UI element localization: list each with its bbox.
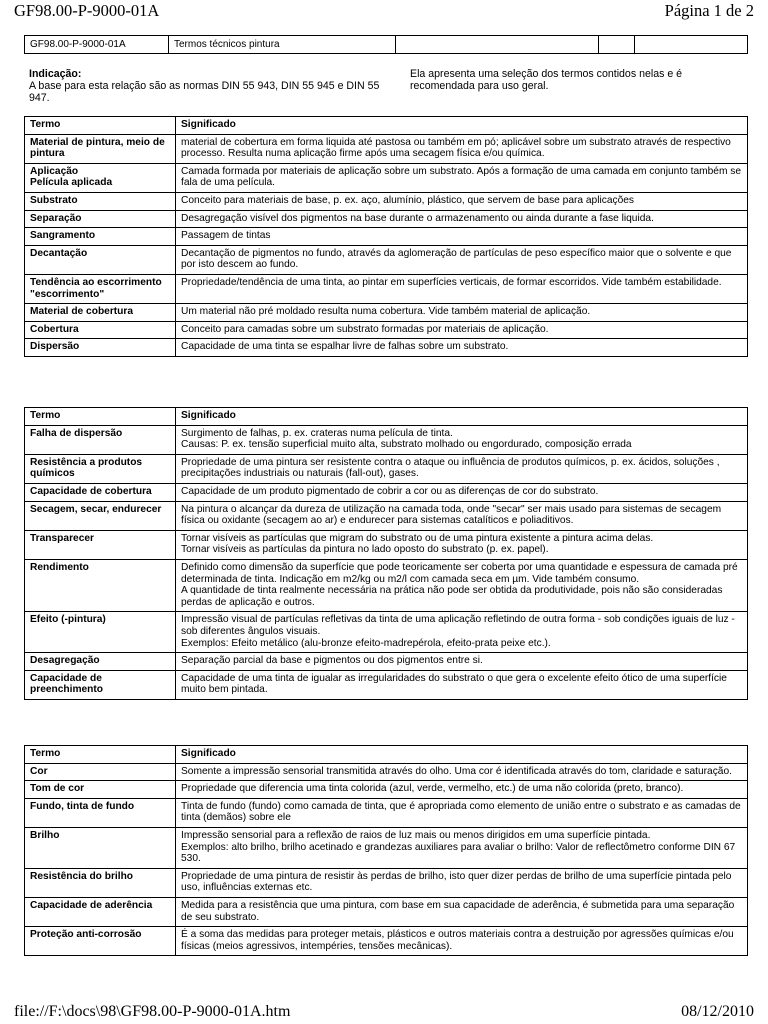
meaning-cell: Na pintura o alcançar da dureza de utilização na camada toda, onde "secar" ser mais usado para sistemas de secagem física ou oxidante (secagem ao ar) e endurecer para sistemas catalíticos e poliaditivos. xyxy=(176,501,748,530)
column-header-meaning: Significado xyxy=(176,117,748,135)
table-row xyxy=(25,501,748,530)
table-row xyxy=(25,897,748,926)
meaning-cell: Tinta de fundo (fundo) como camada de tinta, que é apropriada como elemento de união entre o substrato e as camadas de tinta (demãos) sobre ele xyxy=(176,798,748,827)
term-cell: Substrato xyxy=(25,192,176,210)
meaning-cell: Desagregação visível dos pigmentos na base durante o armazenamento ou ainda durante a fase liquida. xyxy=(176,210,748,228)
meaning-cell: Somente a impressão sensorial transmitida através do olho. Uma cor é identificada através do tom, claridade e saturação. xyxy=(176,763,748,781)
term-cell: Capacidade de preenchimento xyxy=(25,670,176,699)
column-header-term: Termo xyxy=(25,408,176,426)
table-row xyxy=(25,304,748,322)
table-row xyxy=(25,927,748,956)
meaning-cell: É a soma das medidas para proteger metais, plásticos e outros materiais contra a destruição por agressões químicas e/ou físicas (meios agressivos, intempéries, tensões mecânicas). xyxy=(176,927,748,956)
meaning-cell: Capacidade de um produto pigmentado de cobrir a cor ou as diferenças de cor do substrato. xyxy=(176,483,748,501)
table-row xyxy=(25,228,748,246)
term-cell: Tom de cor xyxy=(25,781,176,799)
table-row xyxy=(25,134,748,163)
page-header xyxy=(14,1,754,21)
term-cell: Proteção anti-corrosão xyxy=(25,927,176,956)
indication-text: A base para esta relação são as normas DIN 55 943, DIN 55 945 e DIN 55 947. xyxy=(29,80,380,104)
table-row xyxy=(25,827,748,868)
meaning-cell: Capacidade de uma tinta se espalhar livre de falhas sobre um substrato. xyxy=(176,339,748,357)
meaning-cell: Propriedade de uma pintura ser resistente contra o ataque ou influência de produtos químicos, p. ex. ácidos, soluções , precipitações industriais ou naturais (fall-out), gases. xyxy=(176,454,748,483)
table-row xyxy=(25,559,748,611)
term-cell: Material de pintura, meio de pintura xyxy=(25,134,176,163)
doc-title-cell: Termos técnicos pintura xyxy=(169,36,396,54)
indication-block xyxy=(29,68,389,104)
table-row xyxy=(25,163,748,192)
table-row xyxy=(25,763,748,781)
meaning-cell: Passagem de tintas xyxy=(176,228,748,246)
meaning-cell: Decantação de pigmentos no fundo, através da aglomeração de partículas de peso específico maior que o solvente e que por isto descem ao fundo. xyxy=(176,245,748,274)
doc-empty-cell xyxy=(599,36,635,54)
term-cell: Tendência ao escorrimento "escorrimento" xyxy=(25,274,176,303)
terms-table xyxy=(24,116,748,357)
header-doc-id: GF98.00-P-9000-01A xyxy=(14,1,160,20)
table-row xyxy=(25,321,748,339)
meaning-cell: Conceito para camadas sobre um substrato formadas por materiais de aplicação. xyxy=(176,321,748,339)
table-row xyxy=(25,483,748,501)
term-cell: Rendimento xyxy=(25,559,176,611)
footer-date: 08/12/2010 xyxy=(681,1003,754,1020)
table-row xyxy=(25,868,748,897)
column-header-term: Termo xyxy=(25,117,176,135)
doc-empty-cell xyxy=(396,36,599,54)
meaning-cell: Capacidade de uma tinta de igualar as irregularidades do substrato o que gera o excelente efeito ótico de uma superfície muito bem pintada. xyxy=(176,670,748,699)
table-row xyxy=(25,425,748,454)
meaning-cell: Separação parcial da base e pigmentos ou dos pigmentos entre si. xyxy=(176,653,748,671)
term-cell: Decantação xyxy=(25,245,176,274)
meaning-cell: Impressão visual de partículas refletivas da tinta de uma aplicação refletindo de outra forma - sob condições iguais de luz - sob diferentes ângulos visuais. Exemplos: Efeito metálico (alu-bronze efeito-madrepérola, efeito-prata peixe etc.). xyxy=(176,612,748,653)
term-cell: Capacidade de aderência xyxy=(25,897,176,926)
meaning-cell: material de cobertura em forma liquida até pastosa ou também em pó; aplicável sobre um substrato através de respectivo processo. Resulta numa aplicação firme após uma secagem física e/ou química. xyxy=(176,134,748,163)
term-cell: Dispersão xyxy=(25,339,176,357)
terms-table xyxy=(24,407,748,700)
term-cell: Capacidade de cobertura xyxy=(25,483,176,501)
meaning-cell: Impressão sensorial para a reflexão de raios de luz mais ou menos dirigidos em uma superfície pintada. Exemplos: alto brilho, brilho acetinado e grandezas auxiliares para avaliar o brilho: Valor de reflectômetro conforme DIN 67 530. xyxy=(176,827,748,868)
table-row xyxy=(25,653,748,671)
term-cell: Material de cobertura xyxy=(25,304,176,322)
term-cell: Efeito (-pintura) xyxy=(25,612,176,653)
term-cell: Resistência a produtos químicos xyxy=(25,454,176,483)
term-cell: Secagem, secar, endurecer xyxy=(25,501,176,530)
indication-note: Ela apresenta uma seleção dos termos contidos nelas e é recomendada para uso geral. xyxy=(410,68,683,92)
meaning-cell: Propriedade/tendência de uma tinta, ao pintar em superfícies verticais, de formar escorridos. Vide também estabilidade. xyxy=(176,274,748,303)
meaning-cell: Propriedade de uma pintura de resistir às perdas de brilho, isto quer dizer perdas de brilho de uma superfície pintada pelo uso, influências externas etc. xyxy=(176,868,748,897)
table-row xyxy=(25,798,748,827)
meaning-cell: Tornar visíveis as partículas que migram do substrato ou de uma pintura existente a pintura acima delas. Tornar visíveis as partículas da pintura no lado oposto do substrato (p. ex. papel). xyxy=(176,530,748,559)
term-cell: Fundo, tinta de fundo xyxy=(25,798,176,827)
footer-file-path: file://F:\docs\98\GF98.00-P-9000-01A.htm xyxy=(14,1003,291,1020)
doc-code-cell: GF98.00-P-9000-01A xyxy=(25,36,169,54)
meaning-cell: Definido como dimensão da superfície que pode teoricamente ser coberta por uma quantidade e espessura de camada pré determinada de tinta. Indicação em m2/kg ou m2/l com camada seca em µm. Vide também consumo. A quantidade de tinta realmente necessária na prática não pode ser obtida da produtividade, pois não são consideradas perdas de aplicação e outros. xyxy=(176,559,748,611)
column-header-meaning: Significado xyxy=(176,408,748,426)
meaning-cell: Camada formada por materiais de aplicação sobre um substrato. Após a formação de uma camada em conjunto também se fala de uma película. xyxy=(176,163,748,192)
header-page-number: Página 1 de 2 xyxy=(664,1,754,20)
table-row xyxy=(25,454,748,483)
table-row xyxy=(25,530,748,559)
page-footer xyxy=(14,1003,754,1023)
meaning-cell: Um material não pré moldado resulta numa cobertura. Vide também material de aplicação. xyxy=(176,304,748,322)
column-header-term: Termo xyxy=(25,746,176,764)
term-cell: Sangramento xyxy=(25,228,176,246)
term-cell: Resistência do brilho xyxy=(25,868,176,897)
term-cell: Desagregação xyxy=(25,653,176,671)
table-row xyxy=(25,245,748,274)
term-cell: Separação xyxy=(25,210,176,228)
table-row xyxy=(25,670,748,699)
term-cell: Falha de dispersão xyxy=(25,425,176,454)
terms-table xyxy=(24,745,748,956)
term-cell: Transparecer xyxy=(25,530,176,559)
doc-empty-cell xyxy=(635,36,748,54)
indication-heading: Indicação: xyxy=(29,68,82,80)
table-row xyxy=(25,781,748,799)
term-cell: Cobertura xyxy=(25,321,176,339)
table-row xyxy=(25,274,748,303)
table-header-row xyxy=(25,408,748,426)
term-cell: Aplicação Película aplicada xyxy=(25,163,176,192)
meaning-cell: Surgimento de falhas, p. ex. crateras numa película de tinta. Causas: P. ex. tensão superficial muito alta, substrato molhado ou engordurado, composição errada xyxy=(176,425,748,454)
document-info-table xyxy=(24,35,748,54)
table-row xyxy=(25,210,748,228)
term-cell: Cor xyxy=(25,763,176,781)
table-header-row xyxy=(25,117,748,135)
table-row xyxy=(25,339,748,357)
meaning-cell: Conceito para materiais de base, p. ex. aço, alumínio, plástico, que servem de base para aplicações xyxy=(176,192,748,210)
table-row xyxy=(25,612,748,653)
meaning-cell: Propriedade que diferencia uma tinta colorida (azul, verde, vermelho, etc.) de uma não colorida (preto, branco). xyxy=(176,781,748,799)
table-header-row xyxy=(25,746,748,764)
term-cell: Brilho xyxy=(25,827,176,868)
table-row xyxy=(25,192,748,210)
column-header-meaning: Significado xyxy=(176,746,748,764)
meaning-cell: Medida para a resistência que uma pintura, com base em sua capacidade de aderência, é submetida para uma separação de seu substrato. xyxy=(176,897,748,926)
